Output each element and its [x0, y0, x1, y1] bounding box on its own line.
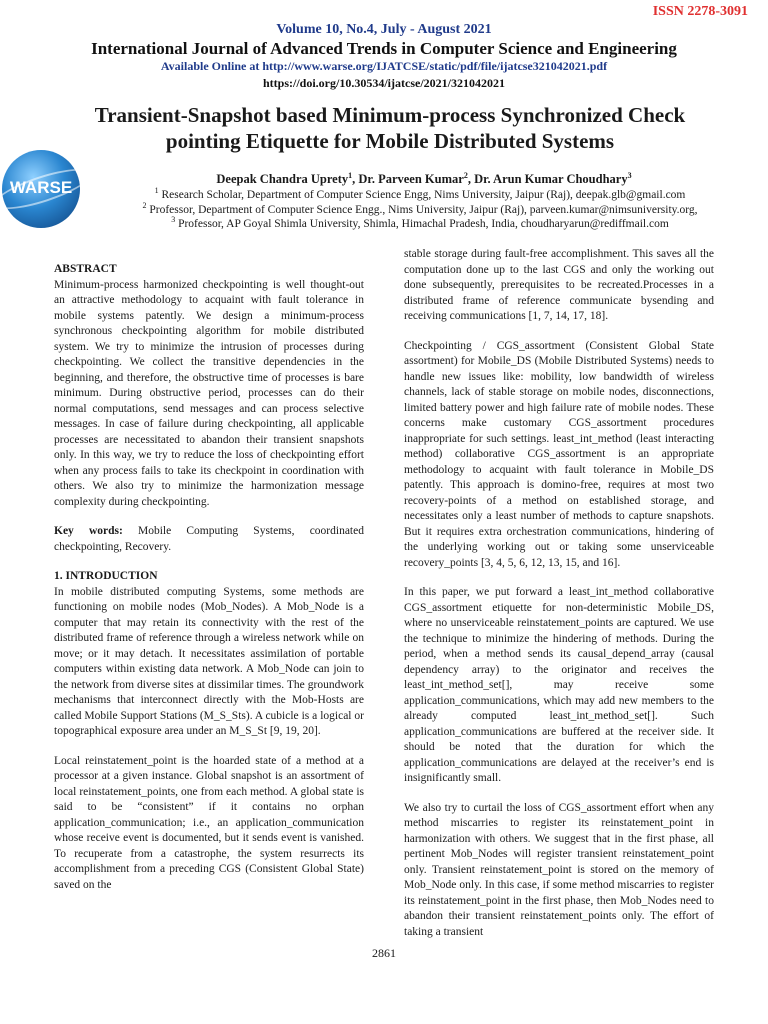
author-3-affiliation-mark: 3 [627, 170, 632, 180]
keywords-text: Mobile Computing Systems, coordinated checkpointing, Recovery. [54, 525, 364, 553]
paper-title [40, 102, 740, 154]
author-2: Dr. Parveen Kumar [358, 172, 464, 186]
body-paragraph-2: Checkpointing / CGS_assortment (Consistent Global State assortment) for Mobile_DS (Mobile Distributed Systems) needs to handle new issues like: mobility, low bandwidth of wireless channels, lack of stable storage on mobile nodes, disconnections, limited battery power and high failure rate of mobile nodes. These concerns make customary CGS_assortment procedures inappropriate for such settings. least_int_method (least interacting method) collaborative CGS_assortment is an appropriate methodology to acquaint with fault tolerance in Mobile_DS patently. This approach is domino-free, requires at most two recovery-points of a method on established storage, and necessitates only a least number of methods to capture snapshots. But it requires extra orchestration communications, hindering of the underlying working out or taking some unserviceable recovery_points [3, 4, 5, 6, 12, 13, 15, and 16]. [404, 339, 714, 569]
introduction-heading: 1. INTRODUCTION [54, 570, 158, 582]
author-separator: , [467, 172, 475, 186]
paper-title-line-1: Transient-Snapshot based Minimum-process Synchronized Check [94, 103, 686, 127]
author-3: Dr. Arun Kumar Choudhary [474, 172, 628, 186]
author-2-affiliation-mark: 2 [463, 170, 468, 180]
author-1: Deepak Chandra Uprety [216, 172, 349, 186]
affiliation-number: 3 [171, 215, 176, 225]
body-paragraph-4: We also try to curtail the loss of CGS_assortment effort when any method miscarries to register its reinstatement_point in harmonization with others. We suggest that in the first phase, all pertinent Mob_Nodes will register transient reinstatement_point only. Transient reinstatement_point is stored on the memory of Mob_Node only. In this case, if some method miscarries to register its reinstatement_point in the first phase, then Mob_Nodes need to abandon their transient reinstatement_points only. The effort of taking a transient [404, 801, 714, 938]
author-list [80, 172, 768, 187]
issn-label: ISSN 2278-3091 [652, 4, 748, 19]
affiliation-text: Research Scholar, Department of Computer Science Engg, Nims University, Jaipur (Raj), deepak.glb@gmail.com [158, 189, 686, 201]
affiliation-text: Professor, AP Goyal Shimla University, Shimla, Himachal Pradesh, India, choudharyarun@rediffmail.com [175, 218, 669, 230]
affiliation-text: Professor, Department of Computer Science Engg., Nims University, Jaipur (Raj), parveen.kumar@nimsuniversity.org, [146, 204, 698, 216]
logo-text: WARSE [9, 178, 73, 197]
affiliation-number: 2 [142, 201, 147, 211]
introduction-paragraph-1: In mobile distributed computing Systems, some methods are functioning on mobile nodes (Mob_Nodes). A Mob_Node is a computer that may retain its connectivity with the rest of the distributed frame of reference through a wireless network while on move; or it may detach. It necessitates assimilation of portable computers within existing data network. A Mob_Node can join to the network from diverse sites at dissimilar times. The groundwork mechanisms that interconnect directly with the Mob-Hosts are called Mobile Support Stations (M_S_Sts). A cubicle is a logical or topographical exposure area under an M_S_St [9, 19, 20]. [54, 585, 364, 737]
introduction-paragraph-2: Local reinstatement_point is the hoarded state of a method at a processor at a given instance. Global snapshot is an assortment of local reinstatement_points, one from each method. A global state is said to be “consistent” if it contains no orphan application_communication; i.e., an application_communication whose receive event is documented, but it sends event is vanished. To recuperate from a catastrophe, the system resurrects its accomplishment from a preceding CGS (Consistent Global State) saved on the [54, 754, 364, 891]
author-1-affiliation-mark: 1 [348, 170, 353, 180]
abstract-text: Minimum-process harmonized checkpointing is well thought-out an attractive methodology to acquaint with fault tolerance in mobile systems patently. We design a minimum-process synchronous checkpointing algorithm for mobile distributed system. We try to minimize the intrusion of processes during checkpointing. We collect the transitive dependencies in the beginning, and therefore, the obstructive time of processes is bare minimum. During obstructive period, processes can do their normal computations, send messages and can process selective messages. In case of failure during checkpointing, all applicable processes are necessitated to abandon their transient snapshots only. In this way, we try to reduce the loss of checkpointing effort when any process fails to take its checkpoint in coordination with others. We also try to minimize the harmonization message complexity during checkpointing. [54, 278, 364, 508]
journal-name: International Journal of Advanced Trends in Computer Science and Engineering [91, 39, 677, 58]
affiliation-1 [70, 186, 768, 201]
volume-issue: Volume 10, No.4, July - August 2021 [276, 22, 492, 37]
keywords [54, 524, 364, 555]
warse-logo [2, 150, 80, 228]
keywords-label: Key words: [54, 525, 123, 537]
body-paragraph-1: stable storage during fault-free accomplishment. This saves all the computation done up to the last CGS and only the working out done subsequently, prerequisites to be recreated.Processes in a distributed frame of reference communicate bysending and receiving communications [1, 7, 14, 17, 18]. [404, 248, 714, 322]
right-column [404, 247, 714, 954]
doi-link[interactable]: https://doi.org/10.30534/ijatcse/2021/321042021 [263, 76, 505, 90]
paper-title-line-2: pointing Etiquette for Mobile Distributed Systems [165, 129, 615, 153]
page-number: 2861 [372, 946, 396, 960]
affiliation-number: 1 [154, 186, 159, 196]
body-paragraph-3: In this paper, we put forward a least_int_method collaborative CGS_assortment etiquette for non-deterministic Mobile_DS, where no unserviceable reinstatement_points are captured. We use the technique to minimize the hindering of methods. During the period, when a method sends its causal_depend_array (causal dependency array) to the originator and receives the least_int_method_set[], may receive some application_communications, which may add new members to the already computed least_int_method_set[]. Such application_communications are buffered at the receiver side. It should be noted that the duration for which the application_communications are delayed at the receiver’s end is insignificantly small. [404, 586, 714, 784]
affiliation-3 [70, 215, 768, 230]
available-online-link[interactable]: Available Online at http://www.warse.org/IJATCSE/static/pdf/file/ijatcse321042021.pdf [160, 59, 608, 73]
left-column [54, 262, 364, 907]
abstract-heading: ABSTRACT [54, 263, 117, 275]
author-separator: , [352, 172, 359, 186]
